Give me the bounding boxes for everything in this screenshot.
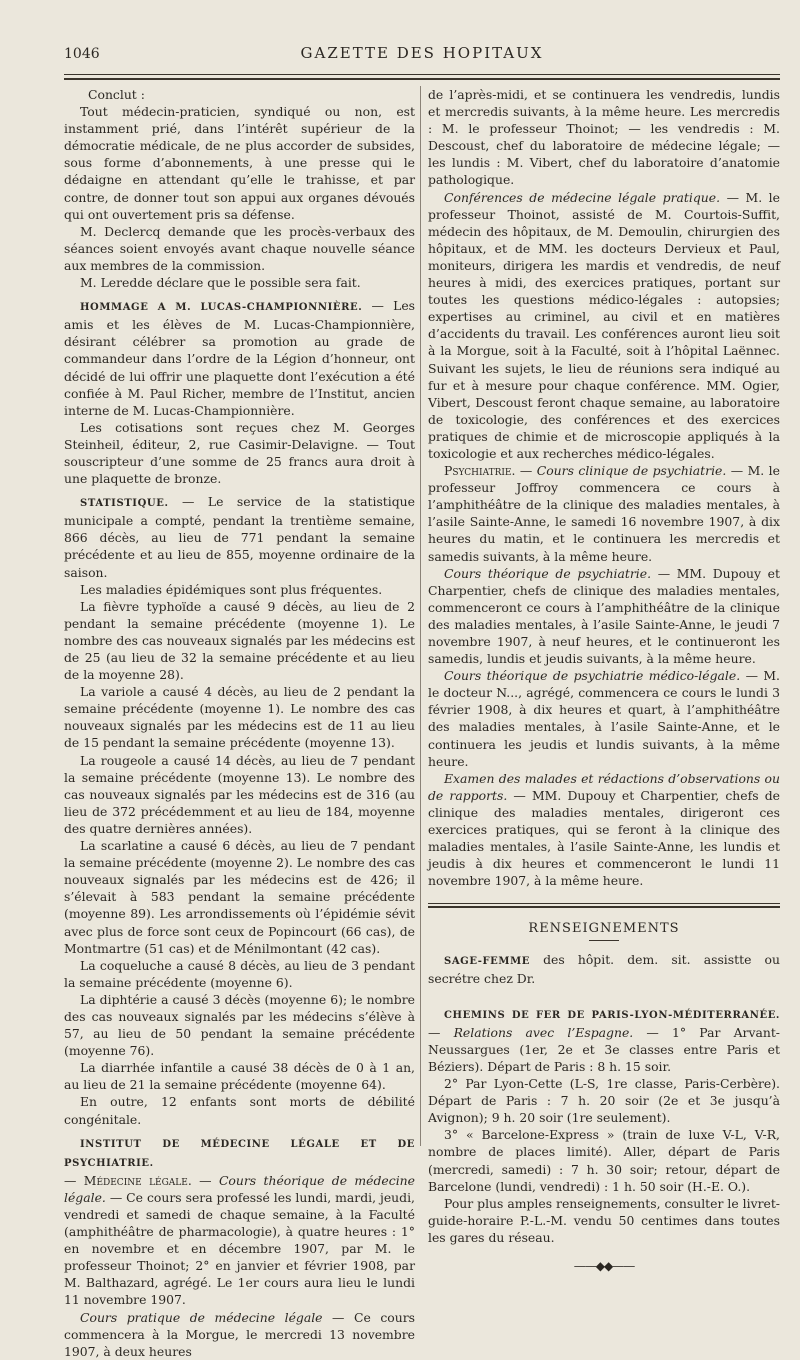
hommage-text: — Les amis et les élèves de M. Lucas-Championnière, désirant célébrer sa promotion au grade de commandeur dans l’ordre de la Légion d’honneur, ont décidé de lui offrir une plaquette dont l’exécution a été confiée à M. Paul Richer, membre de l’Institut, ancien interne de M. Lucas-Championnière. <box>64 298 416 418</box>
chemins-heading: CHEMINS DE FER DE PARIS-LYON-MÉDITERRANÉE. <box>444 1009 780 1021</box>
scarlatine-paragraph: La scarlatine a causé 6 décès, au lieu de 7 pendant la semaine précédente (moyenne 2). Le nombre des cas nouveaux signalés par les médecins est de 426; il s’élevait à 583 pendant la semaine précédente (moyenne 89). Les arrondissements où l’épidémie sévit avec plus de force sont ceux de Popincourt (66 cas), de Montmartre (51 cas) et de Ménilmontant (42 cas). <box>64 838 415 956</box>
psychiatrie-text: — M. le professeur Joffroy commencera ce cours à l’amphithéâtre de la clinique des maladies mentales, à l’asile Sainte-Anne, le samedi 16 novembre 1907, à dix heures du matin, et le continuera les mercredis et samedis suivants, à la même heure. <box>428 463 780 564</box>
psy-sep: — <box>515 463 537 479</box>
medecine-legale-text: — Ce cours sera professé les lundi, mardi, jeudi, vendredi et samedi de chaque semaine, à la Faculté (amphithéâtre de pharmacologie), à quatre heures : 1° en novembre et en décembre 1907, par M. le professeur Thoinot; 2° en janvier et février 1908, par M. Balthazard, agrégé. Le 1er cours aura lieu le lundi 11 novembre 1907. <box>64 1189 415 1308</box>
renseignements-title: RENSEIGNEMENTS <box>528 921 680 937</box>
conclut-paragraph: Tout médecin-praticien, syndiqué ou non, est instamment prié, dans l’intérêt supérieur de la démocratie médicale, de ne plus accorder de subsides, sous forme d’abonnements, à une presse qui le dédaigne en attendant qu’elle le trahisse, et par contre, de donner tout son appui aux organes dévoués qui ont ouvertement pris sa défense. <box>64 104 415 222</box>
cours-pratique-title: Cours pratique de médecine légale <box>80 1309 323 1325</box>
cotisations-paragraph: Les cotisations sont reçues chez M. Georges Steinheil, éditeur, 2, rue Casimir-Delavigne. — Tout souscripteur d’une somme de 25 francs aura droit à une plaquette de bronze. <box>64 419 415 487</box>
conferences-paragraph <box>428 189 780 463</box>
leredde-paragraph: M. Leredde déclare que le possible sera fait. <box>80 275 361 291</box>
journal-title: GAZETTE DES HOPITAUX <box>300 44 544 62</box>
renseignements-underline <box>589 940 619 941</box>
theorique-psy-paragraph <box>428 565 780 668</box>
coqueluche-paragraph: La coqueluche a causé 8 décès, au lieu de 3 pendant la semaine précédente (moyenne 6). <box>64 957 415 990</box>
declercq-paragraph: M. Declercq demande que les procès-verbaux des séances soient envoyés avant chaque nouvelle séance aux membres de la commission. <box>64 223 415 273</box>
page-header <box>64 40 780 70</box>
continuation-paragraph: de l’après-midi, et se continuera les vendredis, lundis et mercredis suivants, à la même heure. Les mercredis : M. le professeur Thoinot; — les vendredis : M. Descoust, chef du laboratoire de médecine légale; — les lundis : M. Vibert, chef du laboratoire d’anatomie pathologique. <box>428 87 780 188</box>
typhoide-paragraph: La fièvre typhoïde a causé 9 décès, au lieu de 2 pendant la semaine précédente (moyenne 1). Le nombre des cas nouveaux signalés par les médecins est de 25 (au lieu de 32 la semaine précédente et au lieu de la moyenne 28). <box>64 598 415 683</box>
relations-espagne-title: Relations avec l’Espagne. <box>453 1024 634 1040</box>
diarrhee-paragraph: La diarrhée infantile a causé 38 décès de 0 à 1 an, au lieu de 21 la semaine précédente (moyenne 64). <box>64 1060 415 1093</box>
renseignements-rule-thick <box>428 906 780 908</box>
sage-femme-paragraph <box>428 951 780 987</box>
psychiatrie-paragraph <box>428 462 780 565</box>
lyon-cette-paragraph: 2° Par Lyon-Cette (L-S, 1re classe, Paris-Cerbère). Départ de Paris : 7 h. 20 soir (2e et 3e jusqu’à Avignon); 9 h. 20 soir (1re seulement). <box>428 1076 780 1126</box>
column-divider <box>420 86 421 1146</box>
theorique-psy-ml-text: — M. le docteur N..., agrégé, commencera ce cours le lundi 3 février 1908, à dix heures et quart, à l’amphithéâtre des maladies mentales, à l’asile Sainte-Anne, et le continuera les jeudis et lundis suivants, à la même heure. <box>428 668 780 769</box>
renseignements-paragraph: Pour plus amples renseignements, consulter le livret-guide-horaire P.-L.-M. vendu 50 centimes dans toutes les gares du réseau. <box>428 1195 780 1245</box>
sage-femme-text: des hôpit. dem. sit. assistte ou secrétre chez Dr. <box>428 951 780 986</box>
theorique-psy-ml-paragraph <box>428 667 780 770</box>
theorique-psy-text: — MM. Dupouy et Charpentier, chefs de clinique des maladies mentales, commenceront ce cours à l’amphithéâtre de la clinique des maladies mentales, à l’asile Sainte-Anne, le jeudi 7 novembre 1907, à neuf heures, et le continueront les samedis, lundis et jeudis suivants, à la même heure. <box>428 565 780 667</box>
right-column <box>428 86 780 1275</box>
renseignements-rule <box>428 903 780 904</box>
ml-dash: — <box>64 1172 84 1188</box>
chemins-paragraph <box>428 1005 780 1075</box>
examen-text: — MM. Dupouy et Charpentier, chefs de clinique des maladies mentales, dirigeront ces exercices pratiques, qui se feront à la clinique des maladies mentales, à l’asile Sainte-Anne, les lundis et jeudis à dix heures et commenceront le lundi 11 novembre 1907, à la même heure. <box>428 787 780 889</box>
cours-pratique-text: — Ce cours commencera à la Morgue, le mercredi 13 novembre 1907, à deux heures <box>64 1309 415 1359</box>
examen-paragraph <box>428 770 780 890</box>
hommage-heading: HOMMAGE A M. LUCAS-CHAMPIONNIÈRE. <box>80 302 363 314</box>
chemins-sep: — <box>428 1024 454 1040</box>
end-ornament: ——◆◆—— <box>573 1259 635 1273</box>
theorique-psy-title: Cours théorique de psychiatrie. <box>444 565 652 581</box>
theorique-psy-ml-title: Cours théorique de psychiatrie médico-légale. <box>444 668 741 684</box>
conferences-title: Conférences de médecine légale pratique. <box>444 189 721 205</box>
statistique-text: — Le service de la statistique municipale a compté, pendant la trentième semaine, 866 décès, au lieu de 771 pendant la semaine précédente et au lieu de 855, moyenne ordinaire de la saison. <box>64 494 415 580</box>
cours-theorique-ml-title: Cours théorique de médecine légale. <box>64 1172 415 1205</box>
rougeole-paragraph: La rougeole a causé 14 décès, au lieu de 7 pendant la semaine précédente (moyenne 13). Le nombre des cas nouveaux signalés par les médecins est de 316 (au lieu de 372 précédemment et au lieu de 184, moyenne des quatre dernières années). <box>64 752 415 836</box>
maladies-paragraph: Les maladies épidémiques sont plus fréquentes. <box>80 581 383 597</box>
statistique-heading: STATISTIQUE. <box>80 498 169 510</box>
hommage-paragraph <box>64 297 415 419</box>
cours-clinique-title: Cours clinique de psychiatrie. <box>536 463 727 479</box>
debilite-paragraph: En outre, 12 enfants sont morts de débilité congénitale. <box>64 1094 415 1127</box>
conferences-text: — M. le professeur Thoinot, assisté de M. Courtois-Suffit, médecin des hôpitaux, de M. Demoulin, chirurgien des hôpitaux, et de MM. les docteurs Dervieux et Paul, moniteurs, dirigera les mardis et vendredis, de neuf heures à midi, des exercices pratiques, portant sur toutes les questions médico-légales : autopsies; expertises au criminel, au civil et en matières d’accidents du travail. Les conférences auront lieu soit à la Morgue, soit à la Faculté, soit à l’hôpital Laënnec. Suivant les sujets, le lieu de réunions sera indiqué au fur et à mesure pour chaque conférence. MM. Ogier, Vibert, Descoust feront chaque semaine, au laboratoire de toxicologie, des conférences et des exercices pratiques de chimie et de microscopie appliqués à la toxicologie et aux recherches médico-légales. <box>428 189 780 461</box>
psychiatrie-label: Psychiatrie. <box>444 463 516 479</box>
chemins-text: — 1° Par Arvant-Neussargues (1er, 2e et 3e classes entre Paris et Béziers). Départ de Paris : 8 h. 15 soir. <box>428 1024 780 1074</box>
conclut-label: Conclut : <box>88 87 145 102</box>
medecine-legale-paragraph <box>64 1172 415 1309</box>
cours-pratique-paragraph <box>64 1309 415 1360</box>
diphterie-paragraph: La diphtérie a causé 3 décès (moyenne 6); le nombre des cas nouveaux signalés par les médecins s’élève à 57, au lieu de 50 pendant la semaine précédente (moyenne 76). <box>64 991 415 1059</box>
header-rule-thick <box>64 78 780 80</box>
left-column <box>64 86 415 1360</box>
medecine-legale-label: Médecine légale. <box>83 1172 192 1188</box>
institut-heading-text: INSTITUT DE MÉDECINE LÉGALE ET DE PSYCHIATRIE. <box>64 1138 415 1169</box>
sage-femme-heading: SAGE-FEMME <box>444 955 530 967</box>
examen-title: Examen des malades et rédactions d’observations ou de rapports. <box>428 770 780 803</box>
variole-paragraph: La variole a causé 4 décès, au lieu de 2 pendant la semaine précédente (moyenne 1). Le nombre des cas nouveaux signalés par les médecins est de 11 au lieu de 15 pendant la semaine précédente (moyenne 13). <box>64 684 415 751</box>
ml-sep: — <box>191 1172 219 1188</box>
institut-heading <box>64 1134 415 1172</box>
statistique-paragraph <box>64 493 415 580</box>
header-rule <box>64 74 780 75</box>
barcelone-paragraph: 3° « Barcelone-Express » (train de luxe V-L, V-R, nombre de places limité). Aller, départ de Paris (mercredi, samedi) : 7 h. 30 soir; retour, départ de Barcelone (lundi, vendredi) : 1 h. 50 soir (H.-E. O.). <box>428 1127 780 1194</box>
page-number: 1046 <box>64 46 100 62</box>
